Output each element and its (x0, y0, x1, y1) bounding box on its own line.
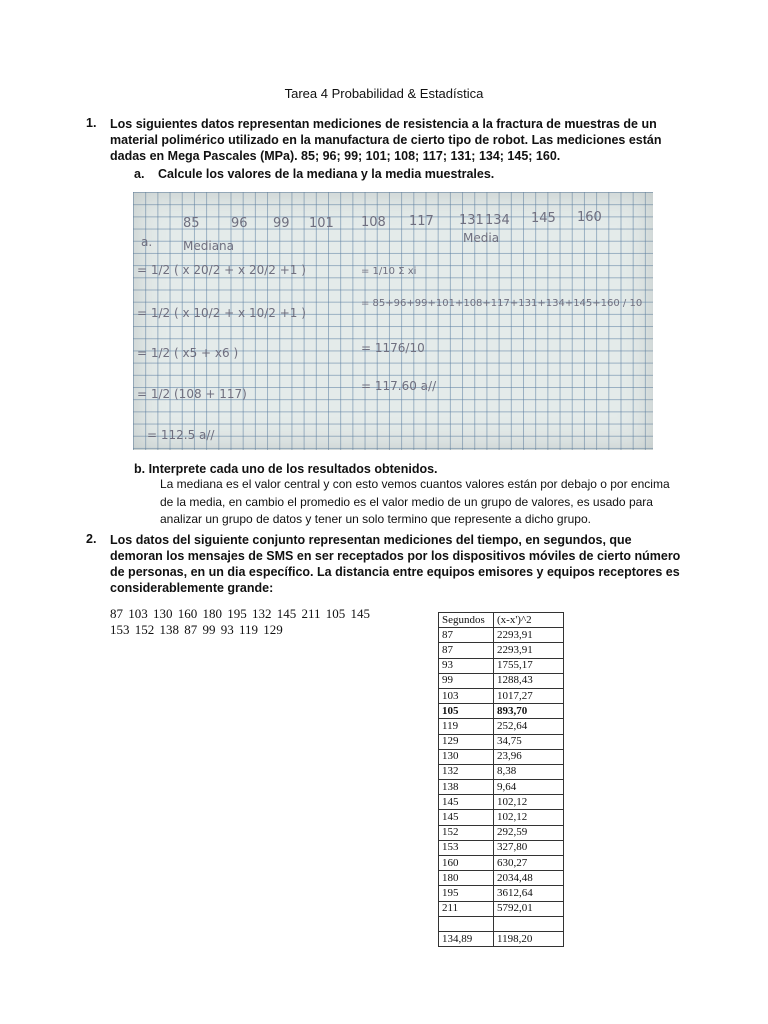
hw-mediana-step: = 112.5 a// (147, 428, 215, 442)
table-row (439, 764, 564, 779)
data-line: 153 152 138 87 99 93 119 129 (110, 622, 283, 637)
seconds-cell: 132 (439, 764, 494, 779)
hw-mediana-label: Mediana (183, 239, 234, 253)
table-row (439, 658, 564, 673)
table-spacer-row (439, 916, 564, 931)
answer-line: analizar un grupo de datos y tener un solo termino que represente a dicho grupo. (160, 512, 591, 526)
hw-data-value: 145 (531, 211, 556, 226)
hw-data-value: 117 (409, 214, 434, 229)
squared-deviation-cell: 252,64 (494, 719, 564, 734)
page-title: Tarea 4 Probabilidad & Estadística (284, 86, 484, 101)
q1-statement (110, 116, 662, 164)
table-row (439, 795, 564, 810)
hw-data-value: 85 (183, 216, 200, 231)
answer-line: La mediana es el valor central y con esto vemos cuantos valores están por debajo o por encima (160, 477, 670, 491)
column-header: Segundos (439, 613, 494, 628)
hw-data-value: 160 (577, 210, 602, 225)
seconds-cell: 180 (439, 871, 494, 886)
squared-deviation-cell: 34,75 (494, 734, 564, 749)
table-row (439, 825, 564, 840)
table-row (439, 688, 564, 703)
empty-cell (494, 916, 564, 931)
q2-statement (110, 532, 680, 596)
hw-data-value: 134 (485, 213, 510, 228)
squared-deviation-cell: 1288,43 (494, 673, 564, 688)
variance-cell: 1198,20 (494, 931, 564, 946)
squared-deviation-cell: 292,59 (494, 825, 564, 840)
hw-data-value: 101 (309, 216, 334, 231)
seconds-cell: 119 (439, 719, 494, 734)
table-row (439, 704, 564, 719)
hw-a-mark: a. (141, 235, 153, 249)
q1-b-text: b. Interprete cada uno de los resultados obtenidos. (134, 462, 438, 476)
table-row (439, 901, 564, 916)
q1-a-label: a. (134, 167, 145, 181)
squared-deviation-cell: 102,12 (494, 810, 564, 825)
squared-deviation-cell: 327,80 (494, 840, 564, 855)
seconds-cell: 99 (439, 673, 494, 688)
seconds-cell: 129 (439, 734, 494, 749)
seconds-cell: 195 (439, 886, 494, 901)
q1-b-answer (160, 476, 670, 529)
q2-line: demoran los mensajes de SMS en ser receptados por los dispositivos móviles de cierto número (110, 549, 681, 563)
table-row (439, 734, 564, 749)
q2-line: de personas, en un dia específico. La distancia entre equipos emisores y equipos receptores es (110, 565, 680, 579)
empty-cell (439, 916, 494, 931)
seconds-cell: 160 (439, 856, 494, 871)
seconds-cell: 145 (439, 810, 494, 825)
handwritten-solution-photo (133, 192, 653, 450)
table-row (439, 810, 564, 825)
seconds-cell: 138 (439, 780, 494, 795)
squared-deviation-cell: 3612,64 (494, 886, 564, 901)
squared-deviation-cell: 23,96 (494, 749, 564, 764)
squared-deviation-cell: 2293,91 (494, 643, 564, 658)
hw-data-value: 108 (361, 215, 386, 230)
table-row (439, 719, 564, 734)
squared-deviation-cell: 2034,48 (494, 871, 564, 886)
hw-media-step: = 85+96+99+101+108+117+131+134+145+160 / 10 (361, 298, 643, 309)
squared-deviation-cell: 102,12 (494, 795, 564, 810)
table-totals-row (439, 931, 564, 946)
mean-cell: 134,89 (439, 931, 494, 946)
column-header: (x-x')^2 (494, 613, 564, 628)
q1-line: material polimérico utilizado en la manufactura de cierto tipo de robot. Las mediciones están (110, 133, 662, 147)
table-row (439, 856, 564, 871)
hw-mediana-step: = 1/2 ( x 20/2 + x 20/2 +1 ) (137, 263, 306, 277)
q2-data-list (110, 606, 370, 638)
squared-deviation-cell: 2293,91 (494, 628, 564, 643)
squared-deviation-cell: 5792,01 (494, 901, 564, 916)
squared-deviation-cell: 893,70 (494, 704, 564, 719)
table-row (439, 886, 564, 901)
table-row (439, 749, 564, 764)
hw-media-step: = 1176/10 (361, 341, 425, 355)
seconds-cell: 130 (439, 749, 494, 764)
seconds-cell: 105 (439, 704, 494, 719)
table-row (439, 840, 564, 855)
seconds-cell: 103 (439, 688, 494, 703)
answer-line: de la media, en cambio el promedio es el valor medio de un grupo de valores, es usado para (160, 494, 653, 509)
table-row (439, 628, 564, 643)
hw-media-step: = 117.60 a// (361, 379, 437, 393)
squared-deviation-cell: 630,27 (494, 856, 564, 871)
seconds-cell: 152 (439, 825, 494, 840)
hw-mediana-step: = 1/2 ( x5 + x6 ) (137, 346, 239, 360)
table-row (439, 673, 564, 688)
hw-mediana-step: = 1/2 ( x 10/2 + x 10/2 +1 ) (137, 306, 306, 320)
squared-deviation-cell: 8,38 (494, 764, 564, 779)
hw-data-value: 96 (231, 216, 248, 231)
q2-line: Los datos del siguiente conjunto representan mediciones del tiempo, en segundos, que (110, 533, 632, 547)
squared-deviation-cell: 1755,17 (494, 658, 564, 673)
hw-mediana-step: = 1/2 (108 + 117) (137, 387, 247, 401)
hw-data-value: 131 (459, 213, 484, 228)
seconds-cell: 87 (439, 643, 494, 658)
squared-deviation-cell: 9,64 (494, 780, 564, 795)
table-row (439, 780, 564, 795)
table-header-row (439, 613, 564, 628)
q1-line: dadas en Mega Pascales (MPa). 85; 96; 99; 101; 108; 117; 131; 134; 145; 160. (110, 149, 561, 163)
hw-data-value: 99 (273, 216, 290, 231)
hw-media-step: = 1/10 Σ xi (361, 266, 417, 277)
table-row (439, 871, 564, 886)
q2-number: 2. (86, 532, 97, 546)
seconds-cell: 93 (439, 658, 494, 673)
squared-deviation-cell: 1017,27 (494, 688, 564, 703)
seconds-cell: 145 (439, 795, 494, 810)
seconds-cell: 211 (439, 901, 494, 916)
table-row (439, 643, 564, 658)
q1-line: Los siguientes datos representan mediciones de resistencia a la fractura de muestras de un (110, 117, 657, 131)
q1-a-text: Calcule los valores de la mediana y la media muestrales. (158, 167, 495, 181)
data-line: 87 103 130 160 180 195 132 145 211 105 145 (110, 606, 371, 621)
seconds-table (438, 612, 564, 947)
seconds-cell: 87 (439, 628, 494, 643)
q2-line: considerablemente grande: (110, 581, 274, 595)
seconds-cell: 153 (439, 840, 494, 855)
q1-number: 1. (86, 116, 97, 130)
hw-media-label: Media (463, 231, 500, 245)
